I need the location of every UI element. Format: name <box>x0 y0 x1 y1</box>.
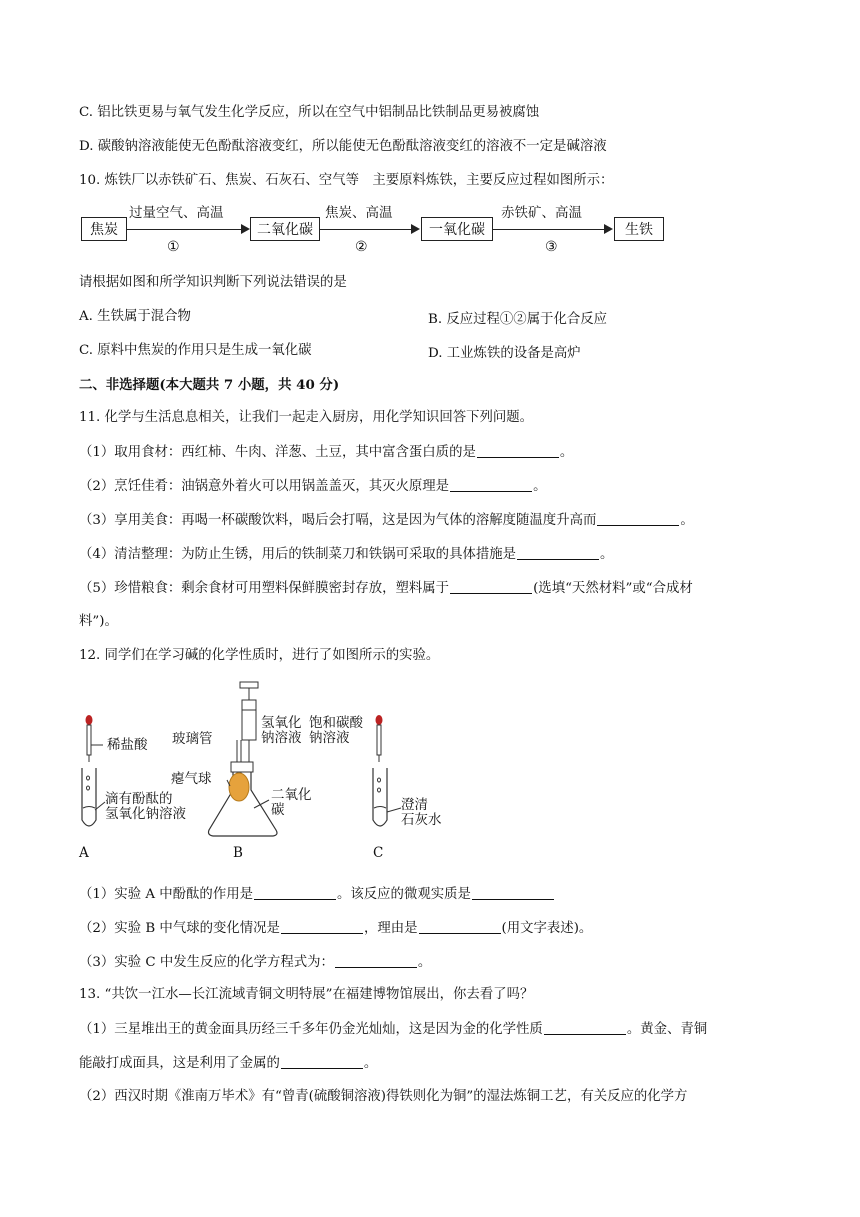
label-co2: 二氧化 碳 <box>271 787 312 818</box>
answer-blank[interactable] <box>472 885 554 900</box>
q13-part-2: （2）西汉时期《淮南万毕术》有“曾青(硫酸铜溶液)得铁则化为铜”的湿法炼铜工艺，有关反应的化学方 <box>79 1089 688 1104</box>
answer-blank[interactable] <box>544 1020 626 1035</box>
q11-part-1: （1）取用食材：西红柿、牛肉、洋葱、土豆，其中富含蛋白质的是 。 <box>79 445 574 460</box>
syringe-b <box>240 682 258 762</box>
apparatus-drawing <box>79 680 459 865</box>
caption-c: C <box>373 845 384 861</box>
flow-condition-2: 焦炭、高温 <box>325 205 393 221</box>
q13-part-1: （1）三星堆出王的黄金面具历经三千多年仍金光灿灿，这是因为金的化学性质 。黄金、青铜 <box>79 1022 708 1037</box>
label-glass-tube: 玻璃管 <box>172 731 213 747</box>
caption-a: A <box>79 845 89 861</box>
q11-part-2: （2）烹饪佳肴：油锅意外着火可以用锅盖盖灭，其灭火原理是 。 <box>79 479 547 494</box>
question-11: 11. 化学与生活息息相关，让我们一起走入厨房，用化学知识回答下列问题。 <box>79 410 534 425</box>
caption-b: B <box>233 845 243 861</box>
q12-part-2: （2）实验 B 中气球的变化情况是 ，理由是 (用文字表述)。 <box>79 921 593 936</box>
option-c: C. 铝比铁更易与氧气发生化学反应，所以在空气中铝制品比铁制品更易被腐蚀 <box>79 105 540 120</box>
label-balloon: 瘪气球 <box>171 771 212 787</box>
option-d: D. 碳酸钠溶液能使无色酚酞溶液变红，所以能使无色酚酞溶液变红的溶液不一定是碱溶液 <box>79 139 607 154</box>
answer-blank[interactable] <box>281 919 363 934</box>
flow-arrowhead-3 <box>604 224 613 234</box>
q11-part-5-cont: 料”)。 <box>79 614 118 629</box>
answer-blank[interactable] <box>517 545 599 560</box>
question-12: 12. 同学们在学习碱的化学性质时，进行了如图所示的实验。 <box>79 648 440 663</box>
q10-option-b: B. 反应过程①②属于化合反应 <box>428 312 608 327</box>
question-10: 10. 炼铁厂以赤铁矿石、焦炭、石灰石、空气等 主要原料炼铁，主要反应过程如图所示： <box>79 173 614 188</box>
flow-condition-3: 赤铁矿、高温 <box>501 205 582 221</box>
answer-blank[interactable] <box>419 919 501 934</box>
section-heading: 二、非选择题(本大题共 7 小题，共 40 分) <box>79 377 340 393</box>
flask-b <box>209 762 278 836</box>
flow-arrow-3 <box>493 229 606 230</box>
q12-part-3: （3）实验 C 中发生反应的化学方程式为： 。 <box>79 955 432 970</box>
q11-part-5: （5）珍惜粮食：剩余食材可用塑料保鲜膜密封存放，塑料属于 (选填“天然材料”或“合成材 <box>79 581 693 596</box>
q11-part-4: （4）清洁整理：为防止生锈，用后的铁制菜刀和铁锅可采取的具体措施是 。 <box>79 547 614 562</box>
question-10-prompt: 请根据如图和所学知识判断下列说法错误的是 <box>79 275 347 290</box>
flow-arrow-1 <box>127 229 243 230</box>
test-tube-a <box>82 768 96 826</box>
flow-box-coke: 焦炭 <box>81 217 127 241</box>
flow-box-pig-iron: 生铁 <box>614 217 664 241</box>
flow-condition-1: 过量空气、高温 <box>129 205 224 221</box>
label-naoh-solution: 氢氧化 钠溶液 <box>261 715 302 746</box>
answer-blank[interactable] <box>335 953 417 968</box>
q13-part-1-cont: 能敲打成面具，这是利用了金属的 。 <box>79 1056 378 1071</box>
flow-step-3: ③ <box>545 239 558 255</box>
dropper-c <box>376 715 383 762</box>
flow-step-1: ① <box>167 239 180 255</box>
q11-part-3: （3）享用美食：再喝一杯碳酸饮料，喝后会打嗝，这是因为气体的溶解度随温度升高而 。 <box>79 513 694 528</box>
dropper-a <box>86 715 93 762</box>
label-limewater: 澄清 石灰水 <box>401 797 442 828</box>
answer-blank[interactable] <box>254 885 336 900</box>
q10-option-a: A. 生铁属于混合物 <box>79 309 191 324</box>
q10-option-c: C. 原料中焦炭的作用只是生成一氧化碳 <box>79 343 312 358</box>
experiment-apparatus <box>79 680 459 865</box>
flow-step-2: ② <box>355 239 368 255</box>
flow-arrowhead-2 <box>411 224 420 234</box>
label-na2co3: 饱和碳酸 钠溶液 <box>309 715 363 746</box>
flow-arrow-2 <box>320 229 413 230</box>
test-tube-c <box>373 768 387 826</box>
question-13: 13. “共饮一江水—长江流域青铜文明特展”在福建博物馆展出，你去看了吗？ <box>79 987 534 1002</box>
ironmaking-flow-diagram <box>79 207 719 259</box>
flow-box-co2: 二氧化碳 <box>250 217 320 241</box>
label-hcl: 稀盐酸 <box>107 737 148 753</box>
q10-option-d: D. 工业炼铁的设备是高炉 <box>428 346 581 361</box>
flow-box-co: 一氧化碳 <box>421 217 493 241</box>
answer-blank[interactable] <box>281 1054 363 1069</box>
answer-blank[interactable] <box>477 443 559 458</box>
label-phenol-naoh: 滴有酚酞的 氢氧化钠溶液 <box>105 791 186 822</box>
leader-line <box>387 808 401 812</box>
q12-part-1: （1）实验 A 中酚酞的作用是 。该反应的微观实质是 <box>79 885 555 904</box>
answer-blank[interactable] <box>450 579 532 594</box>
answer-blank[interactable] <box>597 511 679 526</box>
answer-blank[interactable] <box>450 477 532 492</box>
flow-arrowhead-1 <box>241 224 250 234</box>
